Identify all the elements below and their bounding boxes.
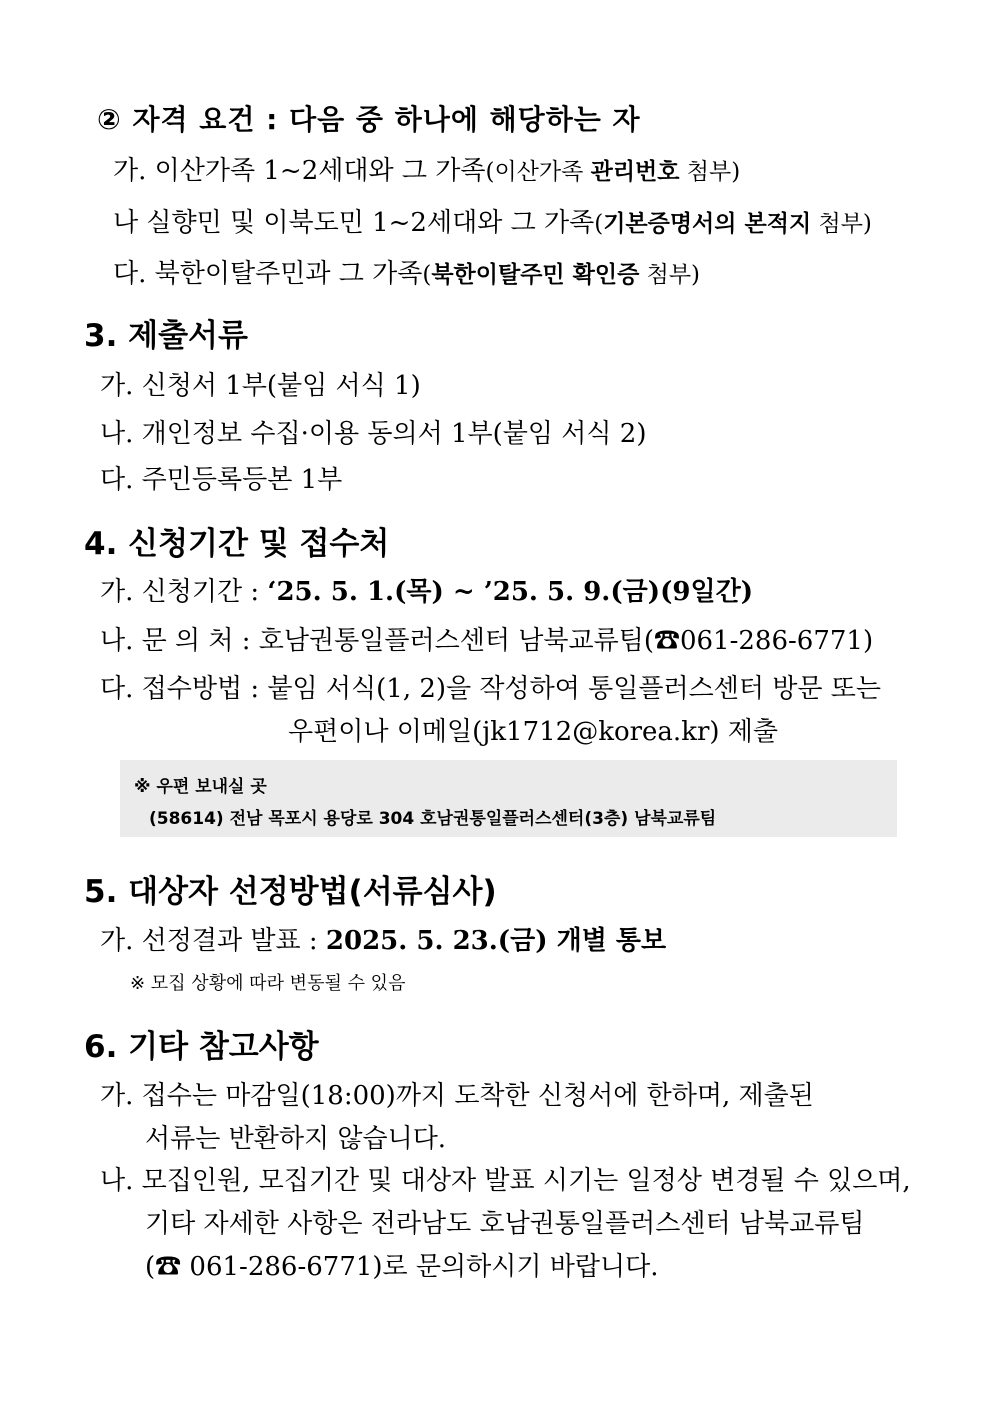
qualification-item-a: 가. 이산가족 1~2세대와 그 가족(이산가족 관리번호 첨부)	[113, 156, 741, 186]
notes-item-a-line1: 가. 접수는 마감일(18:00)까지 도착한 신청서에 한하며, 제출된	[100, 1081, 814, 1111]
selection-result: 가. 선정결과 발표 : 2025. 5. 23.(금) 개별 통보	[100, 926, 667, 956]
notes-item-a-line2: 서류는 반환하지 않습니다.	[145, 1124, 447, 1154]
qualification-heading: ② 자격 요건 : 다음 중 하나에 해당하는 자	[97, 103, 641, 136]
notes-item-b-line2: 기타 자세한 사항은 전라남도 호남권통일플러스센터 남북교류팀	[145, 1209, 865, 1239]
qualification-item-b: 나 실향민 및 이북도민 1~2세대와 그 가족(기본증명서의 본적지 첨부)	[113, 208, 872, 238]
documents-item-c: 다. 주민등록등본 1부	[100, 465, 343, 495]
mailing-note-title: ※ 우편 보내실 곳	[134, 777, 267, 797]
documents-item-a: 가. 신청서 1부(붙임 서식 1)	[100, 371, 421, 401]
mailing-address: (58614) 전남 목포시 용당로 304 호남권통일플러스센터(3층) 남북교류팀	[149, 809, 717, 829]
submission-method-line1: 다. 접수방법 : 붙임 서식(1, 2)을 작성하여 통일플러스센터 방문 또는	[100, 674, 881, 704]
mailing-address-box	[120, 760, 897, 837]
section4-heading: 4. 신청기간 및 접수처	[84, 526, 390, 562]
section3-heading: 3. 제출서류	[84, 318, 248, 354]
selection-note: ※ 모집 상황에 따라 변동될 수 있음	[130, 973, 406, 994]
contact-line: 나. 문 의 처 : 호남권통일플러스센터 남북교류팀(☎061-286-6771)	[100, 626, 874, 656]
documents-item-b: 나. 개인정보 수집·이용 동의서 1부(붙임 서식 2)	[100, 419, 647, 449]
submission-method-line2: 우편이나 이메일(jk1712@korea.kr) 제출	[288, 717, 779, 747]
notes-item-b-line1: 나. 모집인원, 모집기간 및 대상자 발표 시기는 일정상 변경될 수 있으며,	[100, 1166, 911, 1196]
section5-heading: 5. 대상자 선정방법(서류심사)	[84, 874, 497, 910]
section6-heading: 6. 기타 참고사항	[84, 1029, 319, 1065]
application-period: 가. 신청기간 : ‘25. 5. 1.(목) ~ ’25. 5. 9.(금)(9일간)	[100, 577, 754, 607]
qualification-item-c: 다. 북한이탈주민과 그 가족(북한이탈주민 확인증 첨부)	[113, 259, 701, 289]
notes-item-b-line3: (☎ 061-286-6771)로 문의하시기 바랍니다.	[145, 1252, 659, 1282]
